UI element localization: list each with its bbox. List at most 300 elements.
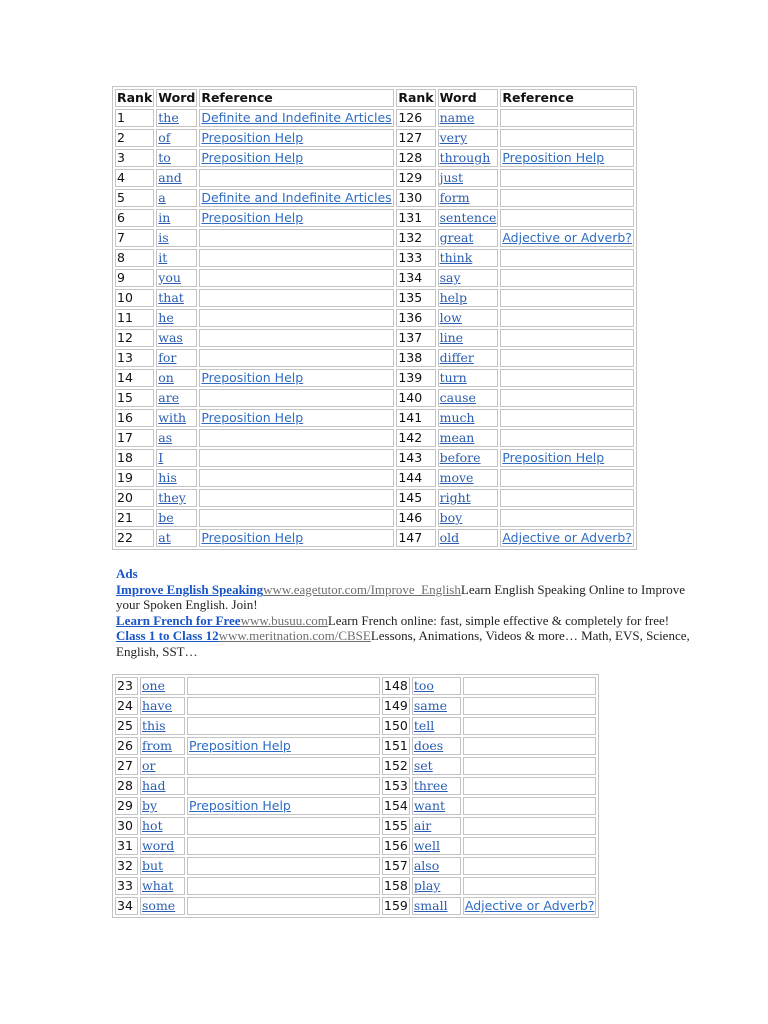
rank-cell: 2 (115, 129, 154, 147)
word-link[interactable]: is (158, 230, 169, 245)
word-cell (438, 429, 499, 447)
table-row (115, 329, 634, 347)
reference-cell (463, 737, 597, 755)
word-cell (140, 857, 185, 875)
table-row (115, 429, 634, 447)
word-cell (412, 697, 461, 715)
word-link[interactable]: had (142, 778, 166, 793)
word-cell (438, 409, 499, 427)
rank-cell: 17 (115, 429, 154, 447)
rank-cell: 156 (384, 838, 408, 853)
reference-cell (500, 409, 634, 427)
word-cell (438, 129, 499, 147)
ad-url-link[interactable]: www.eagetutor.com/Improve_English (263, 581, 461, 597)
reference-cell (187, 697, 380, 715)
word-link[interactable]: it (158, 250, 168, 265)
word-link[interactable]: to (158, 150, 171, 165)
reference-link[interactable]: Preposition Help (201, 210, 304, 225)
word-link[interactable]: the (158, 110, 179, 125)
reference-cell (463, 877, 597, 895)
reference-cell (463, 797, 597, 815)
word-cell (438, 289, 499, 307)
table-row (115, 249, 634, 267)
word-link[interactable]: for (158, 350, 177, 365)
word-cell (156, 469, 197, 487)
ads-section (116, 566, 700, 659)
word-link[interactable]: or (142, 758, 156, 773)
word-link[interactable]: with (158, 410, 187, 425)
table-row (115, 817, 596, 835)
rank-cell: 140 (396, 389, 435, 407)
word-link[interactable]: sentence (439, 210, 497, 225)
rank-cell: 25 (115, 717, 138, 735)
word-cell (156, 489, 197, 507)
word-cell (438, 189, 499, 207)
reference-cell (199, 469, 394, 487)
word-cell (412, 777, 461, 795)
word-link[interactable]: old (439, 530, 460, 545)
word-link[interactable]: very (439, 130, 468, 145)
reference-cell (199, 149, 394, 167)
rank-cell: 157 (384, 858, 408, 873)
word-cell (156, 349, 197, 367)
ad-description: Lessons, Animations, Videos & more… Math, EVS, Science, English, SST… (116, 628, 690, 659)
reference-cell (500, 249, 634, 267)
word-link[interactable]: move (439, 470, 474, 485)
word-link[interactable]: does (413, 738, 444, 753)
word-link[interactable]: help (439, 290, 468, 305)
rank-cell: 27 (115, 757, 138, 775)
word-cell (438, 169, 499, 187)
reference-cell (463, 677, 597, 695)
reference-cell (463, 817, 597, 835)
word-cell (438, 329, 499, 347)
reference-cell (187, 817, 380, 835)
table-header-row (115, 89, 634, 107)
table-row (115, 757, 596, 775)
rank-cell: 139 (396, 369, 435, 387)
table-row (115, 509, 634, 527)
word-cell (412, 797, 461, 815)
word-link[interactable]: play (413, 878, 441, 893)
word-link[interactable]: was (158, 330, 183, 345)
word-link[interactable]: have (142, 698, 172, 713)
word-cell (412, 877, 461, 895)
reference-cell (199, 409, 394, 427)
reference-cell (199, 309, 394, 327)
rank-cell: 137 (396, 329, 435, 347)
word-link[interactable]: form (439, 190, 470, 205)
rank-cell: 30 (115, 817, 138, 835)
reference-cell (500, 349, 634, 367)
table-row (115, 897, 596, 915)
ad-title-link[interactable]: Learn French for Free (116, 612, 241, 628)
word-cell (438, 529, 499, 547)
table-row (115, 169, 634, 187)
word-cell (140, 737, 185, 755)
reference-cell (500, 309, 634, 327)
column-header: Reference (199, 89, 394, 107)
table-row (115, 469, 634, 487)
word-cell (412, 837, 461, 855)
word-link[interactable]: think (439, 250, 473, 265)
rank-cell: 15 (115, 389, 154, 407)
word-rank-table-1 (112, 86, 637, 550)
column-header: Word (158, 90, 196, 105)
rank-cell: 131 (396, 209, 435, 227)
reference-cell (187, 837, 380, 855)
word-link[interactable]: right (439, 490, 471, 505)
reference-cell (500, 189, 634, 207)
word-cell (140, 717, 185, 735)
table-row (115, 289, 634, 307)
reference-cell (187, 797, 380, 815)
ad-title-link[interactable]: Class 1 to Class 12 (116, 628, 219, 643)
word-link[interactable]: you (158, 270, 181, 285)
word-link[interactable]: some (142, 898, 176, 913)
rank-cell: 24 (115, 697, 138, 715)
table-row (115, 529, 634, 547)
word-cell (438, 309, 499, 327)
word-link[interactable]: through (439, 150, 491, 165)
reference-cell (463, 857, 597, 875)
word-link[interactable]: what (142, 878, 174, 893)
reference-cell (500, 529, 634, 547)
rank-cell: 26 (115, 737, 138, 755)
word-link[interactable]: small (413, 898, 448, 913)
reference-cell (199, 269, 394, 287)
word-cell (156, 329, 197, 347)
word-link[interactable]: at (158, 530, 171, 545)
word-link[interactable]: name (439, 110, 475, 125)
word-cell (438, 449, 499, 467)
rank-cell: 19 (115, 469, 154, 487)
word-link[interactable]: line (439, 330, 464, 345)
word-cell (438, 349, 499, 367)
word-cell (156, 209, 197, 227)
reference-cell (500, 129, 634, 147)
reference-cell (187, 777, 380, 795)
word-cell (438, 209, 499, 227)
reference-cell (463, 717, 597, 735)
word-cell (140, 677, 185, 695)
reference-link[interactable]: Definite and Indefinite Articles (201, 110, 392, 125)
word-rank-table-2 (112, 674, 599, 918)
reference-link[interactable]: Preposition Help (502, 450, 605, 465)
reference-cell (187, 757, 380, 775)
word-link[interactable]: hot (142, 818, 163, 833)
table-row (115, 229, 634, 247)
rank-cell: 126 (396, 109, 435, 127)
table-row (115, 109, 634, 127)
rank-cell: 1 (115, 109, 154, 127)
reference-link[interactable]: Preposition Help (189, 738, 291, 753)
rank-cell: 20 (115, 489, 154, 507)
rank-cell: 154 (384, 798, 408, 813)
word-cell (156, 189, 197, 207)
rank-cell: 155 (384, 818, 408, 833)
rank-cell: 18 (115, 449, 154, 467)
table-row (115, 677, 596, 695)
reference-cell (500, 389, 634, 407)
word-cell (438, 369, 499, 387)
table-row (115, 449, 634, 467)
rank-cell: 133 (396, 249, 435, 267)
reference-link[interactable]: Preposition Help (201, 410, 304, 425)
table-row (115, 149, 634, 167)
table-row (115, 857, 596, 875)
table-row (115, 269, 634, 287)
reference-link[interactable]: Definite and Indefinite Articles (201, 190, 392, 205)
word-cell (156, 409, 197, 427)
reference-cell (500, 229, 634, 247)
word-cell (140, 697, 185, 715)
word-link[interactable]: by (142, 798, 158, 813)
word-link[interactable]: I (158, 450, 164, 465)
word-cell (438, 229, 499, 247)
reference-cell (199, 169, 394, 187)
word-cell (156, 249, 197, 267)
word-link[interactable]: as (158, 430, 173, 445)
word-cell (156, 509, 197, 527)
column-header: Rank (117, 90, 153, 105)
word-link[interactable]: from (142, 738, 172, 753)
ad-item (116, 628, 700, 659)
reference-cell (500, 449, 634, 467)
rank-cell: 3 (115, 149, 154, 167)
word-cell (438, 469, 499, 487)
reference-link[interactable]: Preposition Help (201, 150, 304, 165)
word-link[interactable]: before (439, 450, 481, 465)
word-link[interactable]: boy (439, 510, 463, 525)
word-link[interactable]: this (142, 718, 166, 733)
rank-cell: 6 (115, 209, 154, 227)
word-link[interactable]: also (413, 858, 440, 873)
rank-cell: 127 (396, 129, 435, 147)
rank-cell: 7 (115, 229, 154, 247)
word-cell (412, 737, 461, 755)
word-link[interactable]: he (158, 310, 174, 325)
reference-cell (500, 469, 634, 487)
rank-cell: 130 (396, 189, 435, 207)
reference-cell (199, 229, 394, 247)
reference-cell (199, 129, 394, 147)
word-link[interactable]: too (413, 678, 434, 693)
table-row (115, 189, 634, 207)
word-link[interactable]: well (413, 838, 440, 853)
table-row (115, 309, 634, 327)
reference-cell (463, 777, 597, 795)
table-row (115, 129, 634, 147)
table-row (115, 877, 596, 895)
reference-cell (463, 697, 597, 715)
ad-url-link[interactable]: www.busuu.com (240, 612, 328, 628)
word-cell (438, 249, 499, 267)
rank-cell: 152 (384, 758, 408, 773)
rank-cell: 141 (396, 409, 435, 427)
table-row (115, 209, 634, 227)
word-cell (156, 289, 197, 307)
reference-link[interactable]: Preposition Help (502, 150, 605, 165)
table-row (115, 737, 596, 755)
word-cell (412, 817, 461, 835)
reference-cell (463, 837, 597, 855)
rank-cell: 147 (396, 529, 435, 547)
word-link[interactable]: his (158, 470, 177, 485)
word-link[interactable]: a (158, 190, 166, 205)
ad-url-link[interactable]: www.meritnation.com/CBSE (218, 628, 371, 643)
word-link[interactable]: they (158, 490, 186, 505)
rank-cell: 159 (384, 898, 408, 913)
rank-cell: 153 (384, 778, 408, 793)
column-header: Reference (500, 89, 634, 107)
reference-cell (199, 509, 394, 527)
reference-cell (500, 269, 634, 287)
word-link[interactable]: tell (413, 718, 435, 733)
reference-cell (500, 109, 634, 127)
word-link[interactable]: just (439, 170, 463, 185)
word-link[interactable]: on (158, 370, 174, 385)
rank-cell: 13 (115, 349, 154, 367)
word-link[interactable]: and (158, 170, 182, 185)
reference-cell (463, 757, 597, 775)
word-cell (412, 717, 461, 735)
reference-link[interactable]: Adjective or Adverb? (502, 530, 632, 545)
reference-cell (500, 289, 634, 307)
rank-cell: 132 (396, 229, 435, 247)
word-cell (156, 529, 197, 547)
word-link[interactable]: same (413, 698, 447, 713)
word-cell (412, 897, 461, 915)
word-link[interactable]: that (158, 290, 184, 305)
reference-link[interactable]: Preposition Help (201, 530, 304, 545)
rank-cell: 148 (384, 678, 408, 693)
rank-cell: 29 (115, 797, 138, 815)
reference-link[interactable]: Adjective or Adverb? (464, 898, 595, 913)
word-link[interactable]: turn (439, 370, 467, 385)
ad-item (116, 582, 700, 613)
table-row (115, 717, 596, 735)
rank-cell: 8 (115, 249, 154, 267)
rank-cell: 158 (384, 878, 408, 893)
rank-cell: 144 (396, 469, 435, 487)
reference-cell (199, 189, 394, 207)
rank-cell: 28 (115, 777, 138, 795)
reference-cell (199, 389, 394, 407)
word-cell (156, 389, 197, 407)
word-cell (156, 269, 197, 287)
ad-description: Learn French online: fast, simple effective & completely for free! (327, 612, 670, 628)
word-cell (438, 269, 499, 287)
rank-cell: 22 (115, 529, 154, 547)
word-link[interactable]: air (413, 818, 432, 833)
table-row (115, 409, 634, 427)
word-link[interactable]: word (142, 838, 175, 853)
reference-cell (199, 109, 394, 127)
word-cell (412, 857, 461, 875)
reference-link[interactable]: Preposition Help (201, 130, 304, 145)
rank-cell: 150 (384, 718, 408, 733)
rank-cell: 12 (115, 329, 154, 347)
word-link[interactable]: want (413, 798, 446, 813)
reference-link[interactable]: Preposition Help (189, 798, 291, 813)
word-cell (156, 109, 197, 127)
rank-cell: 149 (384, 698, 408, 713)
word-link[interactable]: differ (439, 350, 474, 365)
word-link[interactable]: of (158, 130, 171, 145)
word-cell (156, 169, 197, 187)
word-link[interactable]: set (413, 758, 433, 773)
word-cell (438, 509, 499, 527)
table-row (115, 369, 634, 387)
rank-cell: 136 (396, 309, 435, 327)
reference-cell (187, 717, 380, 735)
word-link[interactable]: say (439, 270, 461, 285)
ad-title-link[interactable]: Improve English Speaking (116, 581, 264, 597)
rank-cell: 33 (115, 877, 138, 895)
word-link[interactable]: three (413, 778, 448, 793)
word-link[interactable]: be (158, 510, 174, 525)
reference-cell (199, 209, 394, 227)
word-cell (140, 757, 185, 775)
word-link[interactable]: in (158, 210, 171, 225)
column-header: Rank (398, 90, 434, 105)
rank-cell: 135 (396, 289, 435, 307)
ads-list (116, 582, 700, 660)
word-link[interactable]: mean (439, 430, 475, 445)
reference-cell (199, 429, 394, 447)
reference-cell (187, 737, 380, 755)
reference-cell (463, 897, 597, 915)
word-cell (412, 677, 461, 695)
reference-cell (199, 249, 394, 267)
table-row (115, 489, 634, 507)
reference-cell (500, 329, 634, 347)
word-cell (438, 109, 499, 127)
word-link[interactable]: but (142, 858, 164, 873)
word-link[interactable]: are (158, 390, 180, 405)
rank-cell: 23 (115, 677, 138, 695)
word-link[interactable]: great (439, 230, 474, 245)
rank-cell: 129 (396, 169, 435, 187)
table-row (115, 837, 596, 855)
table-row (115, 389, 634, 407)
word-link[interactable]: one (142, 678, 165, 693)
word-link[interactable]: low (439, 310, 462, 325)
reference-cell (199, 349, 394, 367)
reference-link[interactable]: Preposition Help (201, 370, 304, 385)
reference-cell (199, 529, 394, 547)
reference-cell (187, 877, 380, 895)
rank-cell: 5 (115, 189, 154, 207)
ads-heading: Ads (116, 566, 138, 581)
word-link[interactable]: cause (439, 390, 476, 405)
word-cell (140, 777, 185, 795)
word-cell (156, 149, 197, 167)
reference-link[interactable]: Adjective or Adverb? (502, 230, 632, 245)
reference-cell (500, 509, 634, 527)
word-link[interactable]: much (439, 410, 475, 425)
reference-cell (199, 369, 394, 387)
reference-cell (500, 429, 634, 447)
reference-cell (199, 289, 394, 307)
rank-cell: 145 (396, 489, 435, 507)
reference-cell (187, 897, 380, 915)
rank-cell: 32 (115, 857, 138, 875)
reference-cell (187, 857, 380, 875)
word-cell (140, 897, 185, 915)
word-cell (438, 149, 499, 167)
